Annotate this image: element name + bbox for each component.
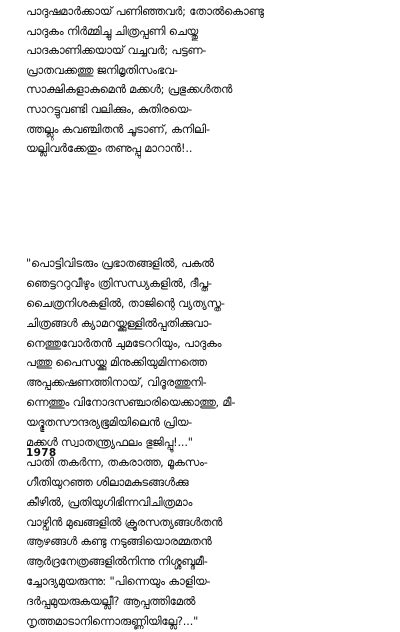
poem-line: പാതി തകർന്ന, തകരാത്ത, മൂകസം- — [26, 455, 208, 469]
poem-line: ആർദ്രനേത്രങ്ങളിൽനിന്നു നിശ്ശബ്ദമീ- — [26, 555, 208, 569]
poem-line: ഞെട്ടററുവീഴും ത്രിസന്ധ്യകളിൽ, ദീപ്ത- — [26, 276, 212, 290]
poem-line: മക്കൾ സ്വാതന്ത്ര്യഫലം ഭുജിപ്പൂ!..." — [26, 436, 193, 450]
poem-line: പാദകാണിക്കയായ് വച്ചവർ; പട്ടണ- — [26, 44, 207, 58]
poem-stanza-1 — [26, 2, 396, 159]
poem-line: ദർപ്പമുയരുകയല്ലീ? ആപ്പത്തിമേൽ — [26, 595, 196, 609]
poem-line: നെത്തുവോർതൻ ചുമടേററിയും, പാദുകം — [26, 336, 222, 350]
poem-line: യല്ലിവർക്കേതും തണുപ്പു മാറാൻ!.. — [26, 142, 193, 156]
poem-line: നൃത്തമാടാനിന്നൊരുണ്ണിയില്ലേ?..." — [26, 615, 199, 629]
poem-line: ത്തല്ലും കവഞ്ചിതൻ ചൂടാണ്, കനിലി- — [26, 122, 210, 136]
poem-stanza-2 — [26, 254, 396, 632]
poem-line: പാദുകം നിർമ്മിച്ചു ചിത്രപ്പണി ചെയ്തു — [26, 24, 198, 38]
poem-line: ആഴങ്ങൾ കണ്ടു നടുങ്ങിയൊരമ്മതൻ — [26, 535, 212, 549]
poem-line: അപ്പക്കഷണത്തിനായ്, വിദൂരത്തുനി- — [26, 376, 207, 390]
poem-line: പാദുഷമാർക്കായ് പണിഞ്ഞവർ; തോൽകൊണ്ടു — [26, 5, 264, 18]
poem-line: പത്തു പൈസയ്ക്കു മിനുക്കിയുമിന്നത്തെ — [26, 356, 207, 370]
poem-line: പ്രാതവക്കത്തു ജനിമൃതിസംഭവ- — [26, 63, 178, 77]
poem-line: ചൈത്രനിശകളിൽ, താജിന്റെ വ്യത്യസ്ത- — [26, 296, 225, 310]
poem-line: സാറട്ടുവണ്ടി വലിക്കും, കുതിരയെ- — [26, 102, 193, 116]
poem-line: ഗീതിയുറഞ്ഞ ശിലാമകുടങ്ങൾക്കു — [26, 475, 189, 489]
poem-line: "പൊട്ടിവിടരും പ്രഭാതങ്ങളിൽ, പകൽ — [26, 257, 214, 270]
poem-line: വാഴ്വിൻ മുഖങ്ങളിൽ ക്രൂരസത്യങ്ങൾതൻ — [26, 515, 223, 529]
poem-line: കീഴിൽ, പ്രതിയുഗിഭിന്നവിചിത്രമാം — [26, 495, 193, 509]
poem-line: ന്നെത്തും വിനോദസഞ്ചാരിയെക്കാത്തു, മീ- — [26, 396, 236, 410]
poem-line: ച്ചോദ്യമുയരുന്നു: "പിന്നെയും കാളിയ- — [26, 575, 211, 589]
footer-year: 1978 — [26, 447, 57, 459]
poem-line: സാക്ഷികളാകുമെൻ മക്കൾ; പ്രഭുക്കൾതൻ — [26, 83, 233, 97]
poem-line: ചിത്രങ്ങൾ ക്യാമറയ്ക്കുള്ളിൽപ്പതിക്കുവാ- — [26, 316, 212, 330]
poem-line: യദ്ഭുതസൗന്ദര്യഭൂമിയിലെൻ പ്രിയ- — [26, 416, 193, 430]
